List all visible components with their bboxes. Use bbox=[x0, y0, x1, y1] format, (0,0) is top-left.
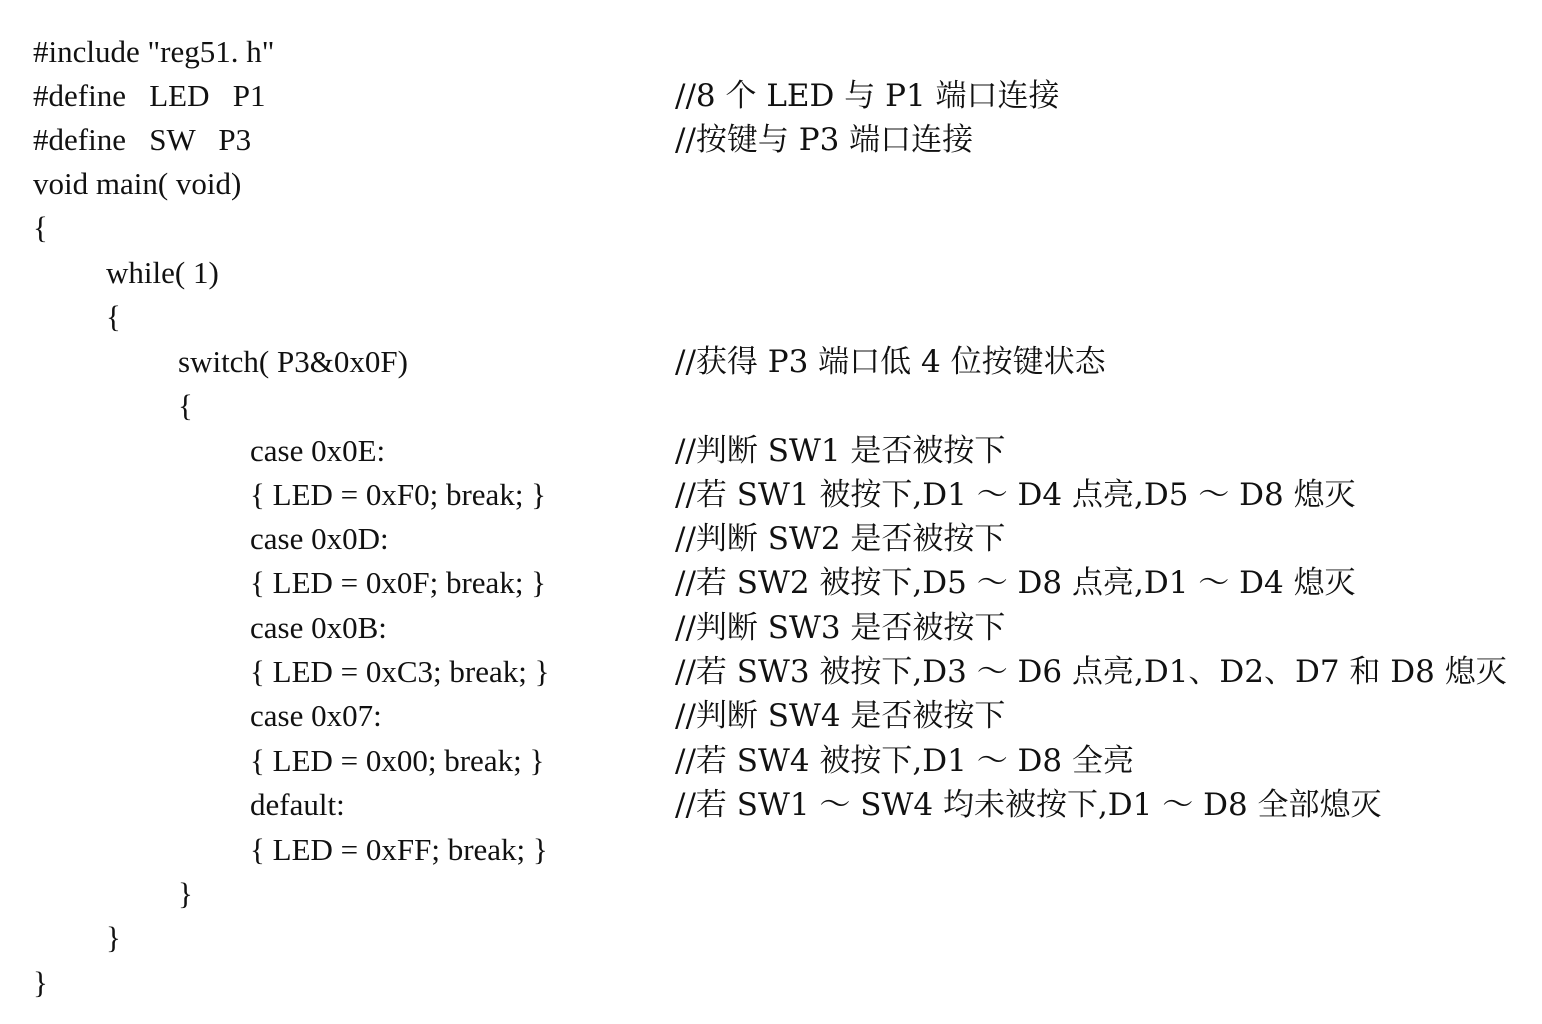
code-line bbox=[0, 606, 1542, 650]
code-text: case 0x0B: bbox=[250, 610, 387, 645]
code-line bbox=[0, 828, 1542, 872]
code-line bbox=[0, 295, 1542, 339]
code-text: } bbox=[178, 876, 193, 911]
code-line bbox=[0, 74, 1542, 118]
code-comment: //判断 SW3 是否被按下 bbox=[675, 610, 1006, 646]
code-text: default: bbox=[250, 787, 345, 822]
code-text: { bbox=[33, 210, 48, 245]
code-text: { LED = 0xF0; break; } bbox=[250, 477, 547, 512]
code-text: { LED = 0xFF; break; } bbox=[250, 832, 548, 867]
code-comment: //8 个 LED 与 P1 端口连接 bbox=[675, 78, 1060, 114]
code-line bbox=[0, 650, 1542, 694]
code-comment: //按键与 P3 端口连接 bbox=[675, 122, 974, 158]
code-line bbox=[0, 162, 1542, 206]
code-comment: //判断 SW4 是否被按下 bbox=[675, 698, 1006, 734]
code-text: #define LED P1 bbox=[33, 78, 266, 113]
code-text: #define SW P3 bbox=[33, 122, 252, 157]
code-comment: //若 SW1 ～ SW4 均未被按下,D1 ～ D8 全部熄灭 bbox=[675, 787, 1382, 823]
code-text: #include "reg51. h" bbox=[33, 34, 275, 69]
code-line bbox=[0, 384, 1542, 428]
code-line bbox=[0, 340, 1542, 384]
code-text: case 0x0E: bbox=[250, 433, 386, 468]
code-line bbox=[0, 783, 1542, 827]
code-text: { LED = 0x00; break; } bbox=[250, 743, 545, 778]
code-text: { bbox=[178, 388, 193, 423]
code-line bbox=[0, 517, 1542, 561]
code-line bbox=[0, 206, 1542, 250]
code-comment: //判断 SW1 是否被按下 bbox=[675, 433, 1006, 469]
code-comment: //若 SW1 被按下,D1 ～ D4 点亮,D5 ～ D8 熄灭 bbox=[675, 477, 1356, 513]
code-line bbox=[0, 118, 1542, 162]
code-comment: //若 SW3 被按下,D3 ～ D6 点亮,D1、D2、D7 和 D8 熄灭 bbox=[675, 654, 1507, 690]
code-line bbox=[0, 916, 1542, 960]
code-line bbox=[0, 961, 1542, 1005]
code-text: while( 1) bbox=[106, 255, 219, 290]
code-text: case 0x07: bbox=[250, 698, 382, 733]
code-line bbox=[0, 429, 1542, 473]
code-text: { LED = 0x0F; break; } bbox=[250, 565, 547, 600]
code-line bbox=[0, 694, 1542, 738]
code-text: void main( void) bbox=[33, 166, 242, 201]
code-line bbox=[0, 739, 1542, 783]
code-text: } bbox=[33, 965, 48, 1000]
code-line bbox=[0, 251, 1542, 295]
code-line bbox=[0, 30, 1542, 74]
code-text: switch( P3&0x0F) bbox=[178, 344, 408, 379]
code-text: case 0x0D: bbox=[250, 521, 389, 556]
code-line bbox=[0, 872, 1542, 916]
code-text: { LED = 0xC3; break; } bbox=[250, 654, 550, 689]
code-line bbox=[0, 473, 1542, 517]
code-line bbox=[0, 561, 1542, 605]
code-text: { bbox=[106, 299, 121, 334]
code-comment: //获得 P3 端口低 4 位按键状态 bbox=[675, 344, 1106, 380]
code-text: } bbox=[106, 920, 121, 955]
code-comment: //若 SW2 被按下,D5 ～ D8 点亮,D1 ～ D4 熄灭 bbox=[675, 565, 1356, 601]
code-comment: //若 SW4 被按下,D1 ～ D8 全亮 bbox=[675, 743, 1134, 779]
code-comment: //判断 SW2 是否被按下 bbox=[675, 521, 1006, 557]
